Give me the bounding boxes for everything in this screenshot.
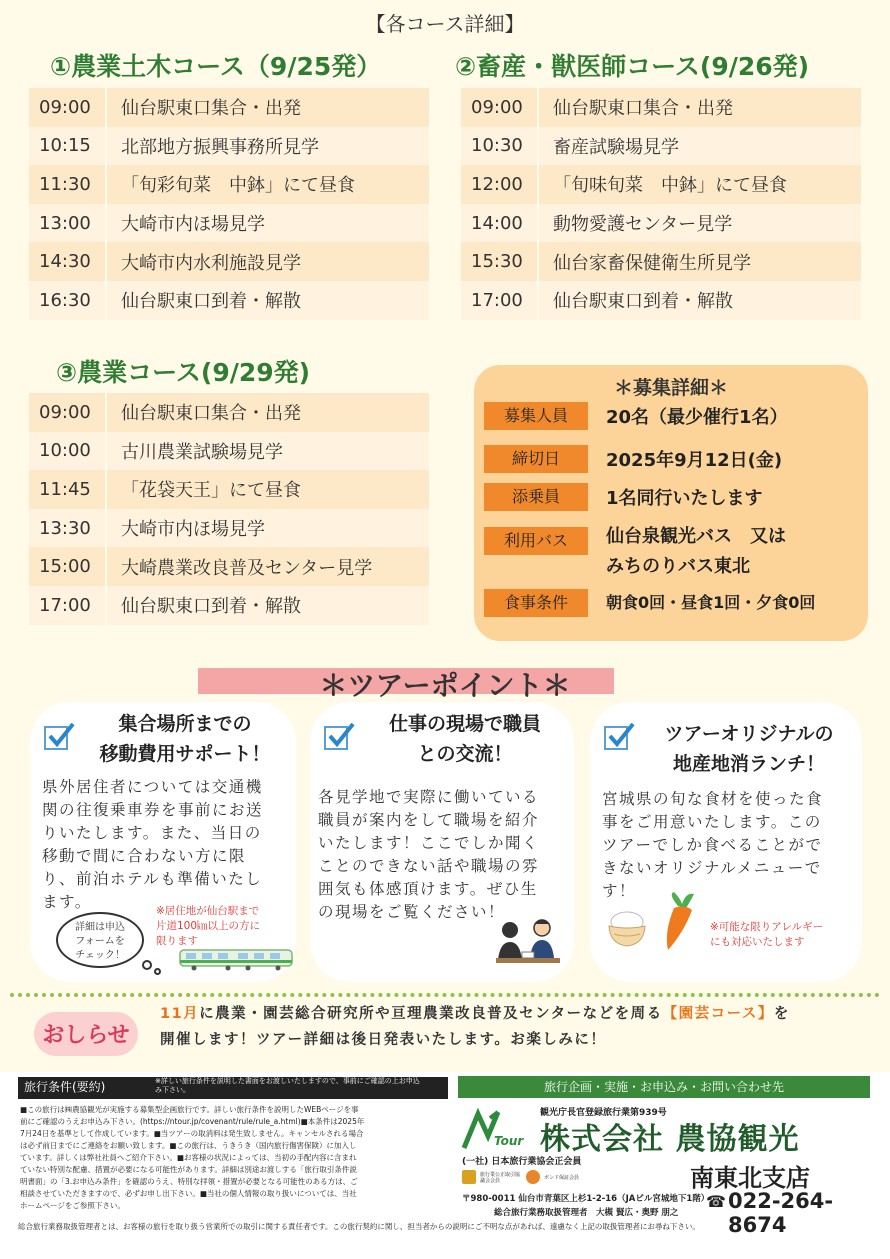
agency-association: (一社) 日本旅行業協会正会員 [462,1157,582,1167]
card-1-note-line: 片道100㎞以上の方に [156,920,261,932]
card-3-title-2: 地産地消ランチ！ [672,753,825,775]
schedule-row [29,165,429,204]
conditions-line: 7月24日を基準として作成しています。■当ツアーの取消料は発生致しません。キャンセルされる場合 [20,1129,364,1138]
schedule-activity: 大崎市内ほ場見学 [121,214,265,236]
schedule-time: 13:00 [29,204,107,243]
news-line-2: 開催します！ツアー詳細は後日発表いたします。お楽しみに！ [160,1032,607,1048]
schedule-time: 09:00 [29,393,107,432]
schedule-time: 11:30 [29,165,107,204]
schedule-time: 10:30 [461,127,539,166]
recruit-value-meals: 朝食0回・昼食1回・夕食0回 [606,593,816,612]
card-3-line: 宮城県の旬な食材を使った食 [602,790,824,808]
card-1-note-line: ※居住地が仙台駅まで [156,905,260,917]
schedule-time: 11:45 [29,470,107,509]
schedule-row [29,586,429,625]
schedule-time: 10:15 [29,127,107,166]
schedule-activity: 「花袋天王」にて昼食 [121,480,301,502]
recruit-title: ＊募集詳細＊ [613,377,728,399]
card-1-line: ます。 [42,893,92,911]
card-3-line: きないオリジナルメニューで [602,859,822,877]
conditions-line: 相談させていただきますので、必ずお申し出下さい。■当社の個人情報の取り扱いについては、当社 [20,1189,357,1198]
schedule-activity: 大崎農業改良普及センター見学 [121,557,373,579]
news-badge: おしらせ [42,1023,130,1048]
schedule-time: 14:00 [461,204,539,243]
agency-bar: 旅行企画・実施・お申込み・お問い合わせ先 [458,1076,870,1098]
card-3-note [710,920,823,950]
agency-registration: 観光庁長官登録旅行業第939号 [540,1108,667,1118]
schedule-time: 17:00 [29,586,107,625]
schedule-time: 10:00 [29,432,107,471]
recruit-panel [474,365,868,641]
course-2-title: ②畜産・獣医師コース(9/26発) [455,52,810,81]
schedule-row [29,242,429,281]
schedule-activity: 仙台駅東口集合・出発 [553,98,733,120]
course-3-schedule [29,393,429,625]
schedule-activity: 仙台駅東口到着・解散 [121,596,301,618]
schedule-activity: 仙台駅東口到着・解散 [121,291,301,313]
seal-1-text: 旅行業公正取引協議会会員 [480,1172,521,1184]
card-2-line: 各見学地で実際に働いている [318,788,540,806]
card-2-title-1: 仕事の現場で職員 [388,713,541,735]
conditions-label: 旅行条件(要約) [24,1080,106,1094]
card-3-note-line: ※可能な限りアレルギー [710,921,824,933]
card-1-line: り、前泊ホテルも準備いたし [42,870,263,888]
seal-2-text: ボンド保証会員 [544,1175,580,1181]
bubble-dot [142,960,152,970]
checkbox-icon [604,726,628,750]
schedule-time: 09:00 [29,88,107,127]
staff-meeting-illustration [496,914,560,974]
news-body-2: を [773,1006,790,1022]
conditions-line: ホームページをご参照下さい。 [20,1201,125,1210]
schedule-row [29,127,429,166]
train-icon [178,948,294,972]
card-3-title-1: ツアーオリジナルの [664,723,834,745]
card-2-line: 職員が案内をして職場を紹介 [318,811,540,829]
card-1-line: 県外居住者については交通機 [42,778,263,796]
card-3-line: 事をご用意いたします。この [602,813,822,831]
card-1-line: 関の往復乗車券を事前にお送 [42,801,264,819]
recruit-label-capacity: 募集人員 [484,402,588,430]
phone-icon: ☎ [706,1192,726,1211]
schedule-row [461,165,861,204]
schedule-time: 13:30 [29,509,107,548]
card-1-title-2: 移動費用サポート！ [99,743,271,765]
news-text [160,1001,875,1053]
schedule-row [461,281,861,320]
bubble-dot [154,968,161,975]
recruit-label-deadline: 締切日 [484,445,588,473]
card-3-line: す！ [602,882,637,900]
card-2-line: の現場をご覧ください！ [318,903,506,921]
card-2-line: いたします！ここでしか聞く [318,834,540,852]
card-1-line: りいたします。また、当日の [42,824,262,842]
schedule-row [29,281,429,320]
agency-manager: 総合旅行業務取扱管理者 大槻 賢広・奥野 朋之 [494,1208,679,1218]
rice-bowl-icon [606,908,648,948]
schedule-activity: 大崎市内ほ場見学 [121,519,265,541]
agency-address: 〒980-0011 仙台市青葉区上杉1-2-16（JAビル宮城地下1階） [462,1194,710,1204]
schedule-row [461,204,861,243]
card-1-line: 移動で間に合わない方に限 [42,847,247,865]
schedule-row [29,204,429,243]
news-course: 【園芸コース】 [662,1006,774,1022]
schedule-activity: 仙台駅東口到着・解散 [553,291,733,313]
schedule-activity: 畜産試験場見学 [553,136,679,158]
recruit-value-deadline: 2025年9月12日(金) [606,450,783,471]
schedule-activity: 仙台家畜保健衛生所見学 [553,252,751,274]
news-month: 11月 [160,1006,200,1022]
carrot-icon [662,892,702,952]
recruit-value-bus-2: みちのりバス東北 [606,556,750,577]
schedule-time: 17:00 [461,281,539,320]
schedule-row [461,242,861,281]
agency-company: 株式会社 農協観光 [540,1122,800,1157]
schedule-time: 15:00 [29,547,107,586]
tour-points-title: ＊ツアーポイント＊ [319,669,571,702]
recruit-value-capacity: 20名（最少催行1名） [606,407,788,428]
conditions-line: ています。詳しくは弊社社員へご紹介下さい。■お客様の状況によっては、当初の手配内容に含まれ [20,1153,357,1162]
seal-1-icon [462,1170,476,1184]
schedule-row [29,88,429,127]
bubble-text [62,921,138,963]
conditions-line: 前にご確認のうえお申込み下さい。(https://ntour.jp/covenant/rule/rule_a.html)■本条件は2025年 [20,1117,365,1126]
card-2-line: 囲気も体感頂けます。ぜひ生 [318,880,538,898]
card-3-line: ツアーでしか食べることがで [602,836,823,854]
schedule-activity: 「旬味旬菜 中鉢」にて昼食 [553,175,787,197]
schedule-activity: 動物愛護センター見学 [553,214,733,236]
schedule-activity: 仙台駅東口集合・出発 [121,403,301,425]
conditions-note: ※詳しい旅行条件を説明した書面をお渡しいたしますので、事前にご確認の上お申込み下さい。 [155,1077,420,1094]
conditions-line: は必ず前日までにご連絡をお願い致します。■この旅行は、うきうき（国内旅行傷害保険）に加入し [20,1141,357,1150]
schedule-row [29,432,429,471]
conditions-line: 明書面」の「3.お申込み条件」を確認のうえ、特別な拝領・措置が必要となる可能性のある方は、ご [20,1177,358,1186]
card-1-body [42,776,292,914]
conditions-line: ■この旅行は㈱農協観光が実施する募集型企画旅行です。詳しい旅行条件を説明したWEBページを事 [20,1105,359,1114]
agency-phone: 022-264-8674 [728,1189,834,1237]
bubble-line: フォームを [75,936,125,947]
tour-point-card-3 [590,702,862,982]
schedule-time: 16:30 [29,281,107,320]
bubble-line: 詳細は申込 [75,922,125,933]
course-1-title: ①農業土木コース（9/25発） [50,52,382,81]
card-3-note-line: にも対応いたします [710,936,805,948]
course-1-schedule [29,88,429,320]
schedule-activity: 仙台駅東口集合・出発 [121,98,301,120]
seal-2-icon [526,1170,540,1184]
ntour-logo-text: Tour [494,1134,524,1148]
course-2-schedule [461,88,861,320]
bubble-line: チェック！ [75,950,125,961]
tour-point-card-1 [30,702,296,982]
schedule-row [29,547,429,586]
card-3-body [602,788,858,903]
checkbox-icon [324,726,348,750]
schedule-row [29,470,429,509]
checkbox-icon [44,726,68,750]
card-2-title-2: との交流！ [417,743,513,765]
schedule-activity: 北部地方振興事務所見学 [121,136,319,158]
schedule-row [461,127,861,166]
schedule-time: 14:30 [29,242,107,281]
tour-point-card-2 [310,702,574,982]
conditions-line: ていない特別な配慮、措置が必要になる可能性があります。詳細は別途お渡しする「旅行取引条件説 [20,1165,357,1174]
schedule-activity: 「旬彩旬菜 中鉢」にて昼食 [121,175,355,197]
schedule-activity: 古川農業試験場見学 [121,441,283,463]
card-1-note [156,904,260,949]
recruit-label-bus: 利用バス [484,527,588,555]
recruit-label-meals: 食事条件 [484,589,588,617]
course-3-title: ③農業コース(9/29発) [56,358,311,387]
schedule-time: 15:30 [461,242,539,281]
schedule-time: 12:00 [461,165,539,204]
card-2-line: ことのできない話や職場の雰 [318,857,540,875]
recruit-value-bus: 仙台泉観光バス 又は [606,526,786,547]
page-heading: 【各コース詳細】 [365,12,525,36]
conditions-body [20,1104,452,1212]
dotted-divider [10,993,880,997]
schedule-activity: 大崎市内水利施設見学 [121,252,301,274]
recruit-value-escort: 1名同行いたします [606,488,763,509]
card-2-body [318,786,572,924]
card-1-note-line: 限ります [156,935,198,947]
agency-branch: 南東北支店 [690,1164,810,1192]
schedule-row [29,393,429,432]
card-1-title-1: 集合場所までの [118,713,252,735]
schedule-row [29,509,429,548]
footer-note: 総合旅行業務取扱管理者とは、お客様の旅行を取り扱う営業所での取引に関する責任者です。この旅行契約に関し、担当者からの説明にご不明な点があれば、遠慮なく上記の取扱管理者にお尋ね下さい。 [18,1222,700,1231]
recruit-label-escort: 添乗員 [484,483,588,511]
schedule-time: 09:00 [461,88,539,127]
schedule-row [461,88,861,127]
news-body-1: に農業・園芸総合研究所や亘理農業改良普及センターなどを周る [199,1006,663,1022]
